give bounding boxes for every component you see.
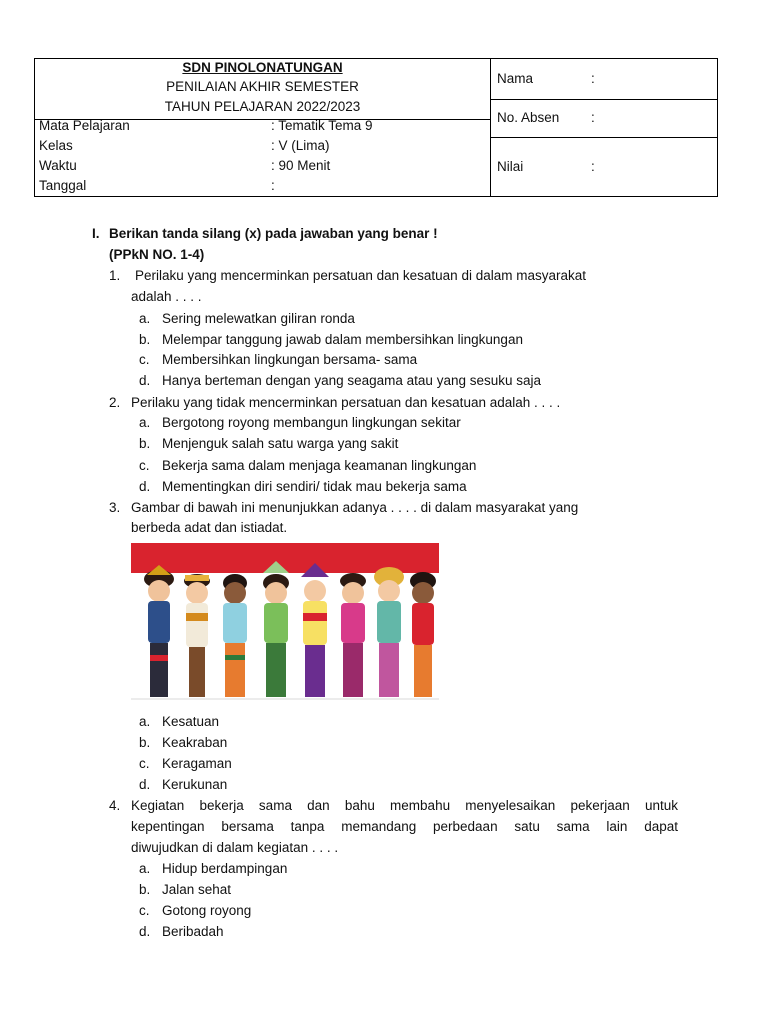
info-value: :	[271, 178, 275, 193]
section-subtitle: (PPkN NO. 1-4)	[109, 247, 205, 262]
question-number: 1.	[109, 268, 121, 283]
option-letter: d.	[139, 373, 151, 388]
option-letter: b.	[139, 735, 151, 750]
option-text: Jalan sehat	[162, 882, 232, 897]
field-colon: :	[591, 159, 595, 174]
field-label: Nilai	[497, 159, 524, 174]
option-text: Keragaman	[162, 756, 232, 771]
option-letter: d.	[139, 777, 151, 792]
score-field[interactable]	[491, 138, 717, 196]
academic-year: TAHUN PELAJARAN 2022/2023	[164, 99, 361, 114]
option-letter: a.	[139, 714, 151, 729]
option-text: Keakraban	[162, 735, 228, 750]
option-text: Hidup berdampingan	[162, 861, 288, 876]
question-text: adalah . . . .	[131, 289, 202, 304]
option-letter: c.	[139, 756, 150, 771]
question-text: Perilaku yang tidak mencerminkan persatuan dan kesatuan adalah . . . .	[131, 395, 561, 410]
student-info-section	[491, 59, 717, 196]
question-text: Perilaku yang mencerminkan persatuan dan kesatuan di dalam masyarakat	[135, 268, 586, 283]
info-value: : 90 Menit	[271, 158, 331, 173]
info-value: : Tematik Tema 9	[271, 118, 373, 133]
option-text: Kesatuan	[162, 714, 220, 729]
question-text: Kegiatan bekerja sama dan bahu membahu menyelesaikan pekerjaan untuk	[131, 798, 678, 813]
option-letter: a.	[139, 861, 151, 876]
option-letter: c.	[139, 352, 150, 367]
info-label: Waktu	[39, 158, 77, 173]
exam-name: PENILAIAN AKHIR SEMESTER	[166, 79, 359, 94]
section-numeral: I.	[92, 226, 100, 241]
question-number: 3.	[109, 500, 121, 515]
option-text: Mementingkan diri sendiri/ tidak mau bekerja sama	[162, 479, 467, 494]
school-title-block	[35, 59, 490, 120]
option-letter: b.	[139, 436, 151, 451]
question-text: berbeda adat dan istiadat.	[131, 520, 288, 535]
info-label: Mata Pelajaran	[39, 118, 130, 133]
option-letter: b.	[139, 882, 151, 897]
info-row-class	[39, 137, 489, 155]
option-text: Menjenguk salah satu warga yang sakit	[162, 436, 399, 451]
option-text: Membersihkan lingkungan bersama- sama	[162, 352, 418, 367]
option-letter: b.	[139, 332, 151, 347]
child-figure-6	[340, 573, 366, 697]
student-name-field[interactable]	[491, 59, 717, 100]
exam-info-section	[35, 59, 491, 196]
info-label: Kelas	[39, 138, 73, 153]
option-text: Gotong royong	[162, 903, 252, 918]
question-number: 4.	[109, 798, 121, 813]
field-label: No. Absen	[497, 110, 560, 125]
option-letter: a.	[139, 311, 151, 326]
exam-header-table	[34, 58, 718, 197]
option-letter: d.	[139, 924, 151, 939]
field-colon: :	[591, 71, 595, 86]
school-name: SDN PINOLONATUNGAN	[182, 60, 343, 75]
question-text: Gambar di bawah ini menunjukkan adanya . . . . di dalam masyarakat yang	[131, 500, 579, 515]
option-text: Kerukunan	[162, 777, 228, 792]
option-letter: c.	[139, 458, 150, 473]
question-text: kepentingan bersama tanpa memandang perbedaan satu sama lain dapat	[131, 819, 678, 834]
option-text: Bekerja sama dalam menjaga keamanan lingkungan	[162, 458, 477, 473]
option-text: Melempar tanggung jawab dalam membersihkan lingkungan	[162, 332, 523, 347]
option-text: Beribadah	[162, 924, 224, 939]
option-text: Sering melewatkan giliran ronda	[162, 311, 355, 326]
option-letter: a.	[139, 415, 151, 430]
info-row-date	[39, 177, 489, 195]
option-text: Bergotong royong membangun lingkungan sekitar	[162, 415, 461, 430]
section-instruction: Berikan tanda silang (x) pada jawaban yang benar !	[109, 226, 438, 241]
info-value: : V (Lima)	[271, 138, 330, 153]
child-figure-3	[223, 574, 247, 697]
option-text: Hanya berteman dengan yang seagama atau yang sesuku saja	[162, 373, 542, 388]
info-label: Tanggal	[39, 178, 87, 193]
child-figure-4	[263, 561, 289, 697]
info-row-subject	[39, 117, 489, 135]
question-number: 2.	[109, 395, 121, 410]
field-colon: :	[591, 110, 595, 125]
attendance-number-field[interactable]	[491, 99, 717, 138]
traditional-costumes-illustration	[131, 543, 439, 708]
field-label: Nama	[497, 71, 534, 86]
info-row-time	[39, 157, 489, 175]
option-letter: c.	[139, 903, 150, 918]
question-text: diwujudkan di dalam kegiatan . . . .	[131, 840, 339, 855]
option-letter: d.	[139, 479, 151, 494]
